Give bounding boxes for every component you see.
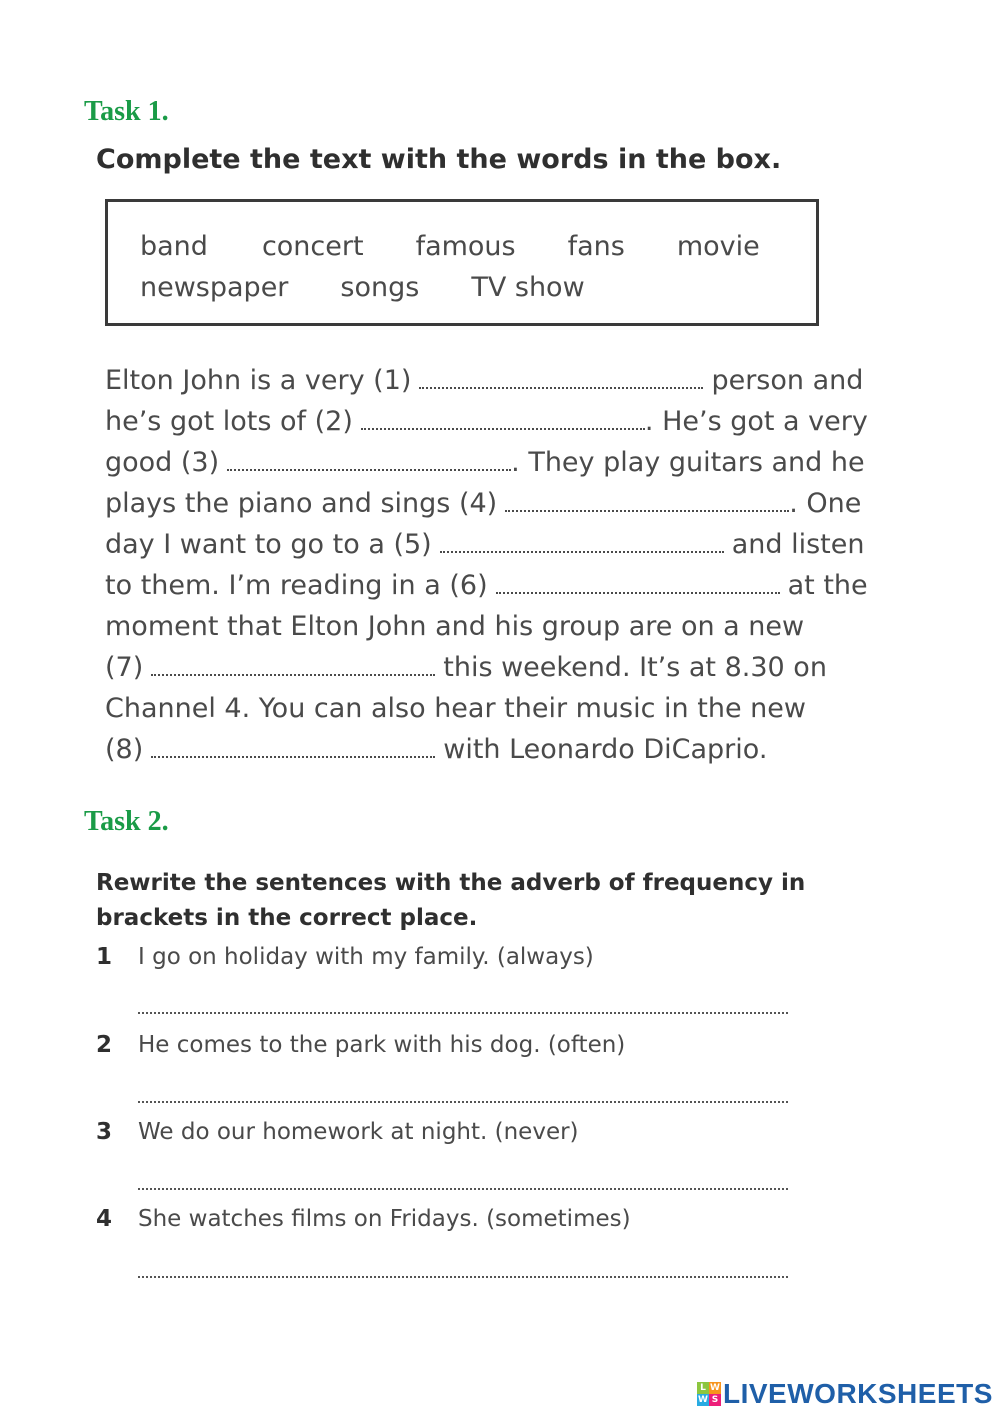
line-text: and listen: [731, 529, 865, 560]
line-text: Elton John is a very (1): [105, 365, 412, 396]
word-songs: songs: [340, 272, 420, 303]
text-line-5: [105, 524, 868, 565]
task2-instruction: Rewrite the sentences with the adverb of frequency in brackets in the correct place.: [96, 870, 806, 931]
word-concert: concert: [261, 231, 364, 262]
item-sentence: She watches films on Fridays. (sometimes): [138, 1206, 631, 1232]
answer-line-4[interactable]: [138, 1276, 788, 1278]
item-number: 2: [96, 1032, 113, 1058]
text-line-9: [105, 688, 868, 729]
word-box-row-2: [140, 272, 585, 303]
blank-4[interactable]: [505, 484, 789, 512]
line-text: day I want to go to a (5): [105, 529, 432, 560]
text-line-6: [105, 565, 868, 606]
line-text: Channel 4. You can also hear their music in the new: [105, 693, 806, 724]
word-movie: movie: [676, 231, 760, 262]
word-newspaper: newspaper: [140, 272, 289, 303]
logo-icon-cell: L: [697, 1382, 709, 1394]
item-sentence: He comes to the park with his dog. (often): [138, 1032, 626, 1058]
word-band: band: [140, 231, 208, 262]
answer-line-1[interactable]: [138, 1012, 788, 1014]
blank-8[interactable]: [151, 730, 435, 758]
line-text: he’s got lots of (2): [105, 406, 353, 437]
line-text: (7): [105, 652, 144, 683]
item-number: 1: [96, 944, 113, 970]
task1-title: Task 1.: [84, 96, 169, 127]
text-line-2: [105, 401, 868, 442]
line-text: . He’s got a very: [644, 406, 868, 437]
line-text: this weekend. It’s at 8.30 on: [443, 652, 827, 683]
line-text: to them. I’m reading in a (6): [105, 570, 488, 601]
blank-6[interactable]: [496, 566, 780, 594]
word-box: [105, 199, 819, 326]
line-text: at the: [787, 570, 868, 601]
item-number: 4: [96, 1206, 113, 1232]
text-line-1: [105, 360, 868, 401]
line-text: good (3): [105, 447, 220, 478]
item-sentence: We do our homework at night. (never): [138, 1119, 579, 1145]
task2-title: Task 2.: [84, 806, 169, 837]
line-text: . They play guitars and he: [511, 447, 865, 478]
blank-5[interactable]: [440, 525, 724, 553]
word-famous: famous: [415, 231, 516, 262]
text-line-10: [105, 729, 868, 770]
answer-line-2[interactable]: [138, 1101, 788, 1103]
liveworksheets-logo-icon: [697, 1382, 721, 1406]
blank-1[interactable]: [419, 361, 703, 389]
word-fans: fans: [567, 231, 625, 262]
logo-icon-cell: W: [698, 1395, 708, 1405]
logo-icon-cell: S: [709, 1394, 721, 1406]
line-text: (8): [105, 734, 144, 765]
answer-line-3[interactable]: [138, 1188, 788, 1190]
line-text: plays the piano and sings (4): [105, 488, 498, 519]
logo-text: LIVEWORKSHEETS: [723, 1378, 993, 1409]
line-text: with Leonardo DiCaprio.: [443, 734, 768, 765]
blank-7[interactable]: [151, 648, 435, 676]
liveworksheets-logo: [697, 1378, 993, 1410]
line-text: . One: [789, 488, 862, 519]
line-text: person and: [711, 365, 864, 396]
word-tv-show: TV show: [471, 272, 585, 303]
task1-instruction: Complete the text with the words in the box.: [96, 144, 782, 175]
word-box-row-1: [140, 231, 760, 262]
text-line-7: [105, 606, 868, 647]
gap-fill-text: [105, 360, 868, 770]
text-line-8: [105, 647, 868, 688]
item-sentence: I go on holiday with my family. (always): [138, 944, 594, 970]
logo-icon-cell: W: [710, 1383, 720, 1393]
item-number: 3: [96, 1119, 113, 1145]
blank-2[interactable]: [361, 402, 645, 430]
text-line-3: [105, 442, 868, 483]
text-line-4: [105, 483, 868, 524]
blank-3[interactable]: [227, 443, 511, 471]
line-text: moment that Elton John and his group are on a new: [105, 611, 805, 642]
